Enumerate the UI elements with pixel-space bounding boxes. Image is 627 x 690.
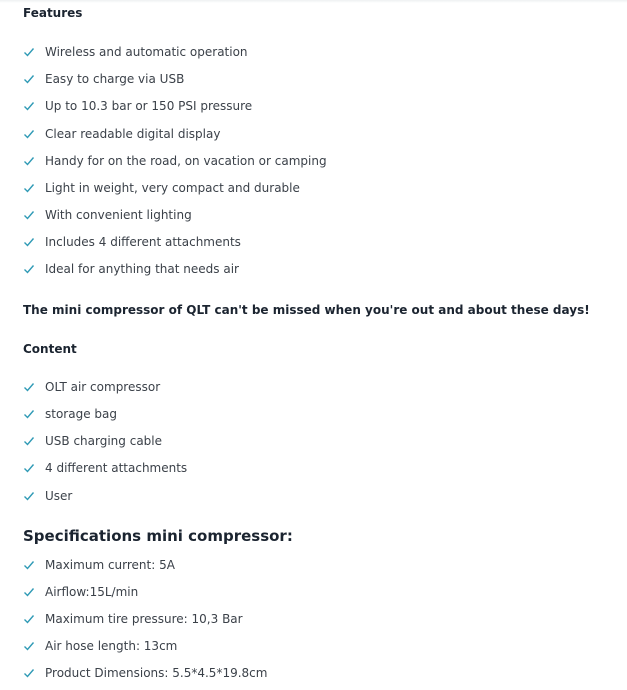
list-item bbox=[23, 202, 617, 229]
checkmark-icon bbox=[23, 236, 35, 248]
list-item bbox=[23, 551, 617, 578]
list-item-label: Air hose length: 13cm bbox=[45, 639, 178, 654]
checkmark-icon bbox=[23, 640, 35, 652]
checkmark-icon bbox=[23, 263, 35, 275]
list-item bbox=[23, 174, 617, 201]
list-item bbox=[23, 147, 617, 174]
checkmark-icon bbox=[23, 586, 35, 598]
list-item bbox=[23, 93, 617, 120]
list-item bbox=[23, 482, 617, 509]
list-item-label: Maximum tire pressure: 10,3 Bar bbox=[45, 611, 243, 626]
content-heading: Content bbox=[23, 341, 77, 356]
checkmark-icon bbox=[23, 46, 35, 58]
list-item-label: Light in weight, very compact and durable bbox=[45, 180, 300, 195]
list-item bbox=[23, 120, 617, 147]
checkmark-icon bbox=[23, 408, 35, 420]
checkmark-icon bbox=[23, 462, 35, 474]
list-item-label: Up to 10.3 bar or 150 PSI pressure bbox=[45, 99, 253, 114]
specifications-list bbox=[23, 551, 617, 687]
list-item-label: USB charging cable bbox=[45, 434, 162, 449]
list-item bbox=[23, 578, 617, 605]
checkmark-icon bbox=[23, 490, 35, 502]
list-item bbox=[23, 256, 617, 283]
checkmark-icon bbox=[23, 100, 35, 112]
checkmark-icon bbox=[23, 381, 35, 393]
features-list bbox=[23, 38, 617, 283]
specifications-heading: Specifications mini compressor: bbox=[23, 526, 293, 545]
checkmark-icon bbox=[23, 128, 35, 140]
list-item bbox=[23, 38, 617, 65]
content-list bbox=[23, 373, 617, 509]
checkmark-icon bbox=[23, 559, 35, 571]
list-item bbox=[23, 660, 617, 687]
product-description bbox=[23, 0, 617, 687]
list-item-label: User bbox=[45, 488, 73, 503]
checkmark-icon bbox=[23, 667, 35, 679]
list-item bbox=[23, 428, 617, 455]
checkmark-icon bbox=[23, 209, 35, 221]
list-item-label: Easy to charge via USB bbox=[45, 72, 185, 87]
list-item-label: With convenient lighting bbox=[45, 208, 192, 223]
list-item bbox=[23, 373, 617, 400]
list-item-label: storage bag bbox=[45, 407, 117, 422]
features-heading: Features bbox=[23, 6, 83, 20]
list-item-label: Includes 4 different attachments bbox=[45, 235, 241, 250]
list-item-label: Product Dimensions: 5.5*4.5*19.8cm bbox=[45, 666, 268, 681]
tagline: The mini compressor of QLT can't be missed when you're out and about these days! bbox=[23, 302, 590, 317]
list-item bbox=[23, 400, 617, 427]
list-item bbox=[23, 66, 617, 93]
list-item bbox=[23, 605, 617, 632]
list-item bbox=[23, 229, 617, 256]
list-item-label: Wireless and automatic operation bbox=[45, 44, 248, 59]
list-item-label: Handy for on the road, on vacation or camping bbox=[45, 153, 327, 168]
list-item-label: Clear readable digital display bbox=[45, 126, 221, 141]
checkmark-icon bbox=[23, 182, 35, 194]
checkmark-icon bbox=[23, 435, 35, 447]
list-item-label: Airflow:15L/min bbox=[45, 584, 139, 599]
list-item-label: Maximum current: 5A bbox=[45, 557, 175, 572]
checkmark-icon bbox=[23, 73, 35, 85]
checkmark-icon bbox=[23, 155, 35, 167]
list-item bbox=[23, 455, 617, 482]
list-item-label: 4 different attachments bbox=[45, 461, 188, 476]
list-item-label: Ideal for anything that needs air bbox=[45, 262, 239, 277]
list-item-label: OLT air compressor bbox=[45, 379, 161, 394]
list-item bbox=[23, 633, 617, 660]
checkmark-icon bbox=[23, 613, 35, 625]
